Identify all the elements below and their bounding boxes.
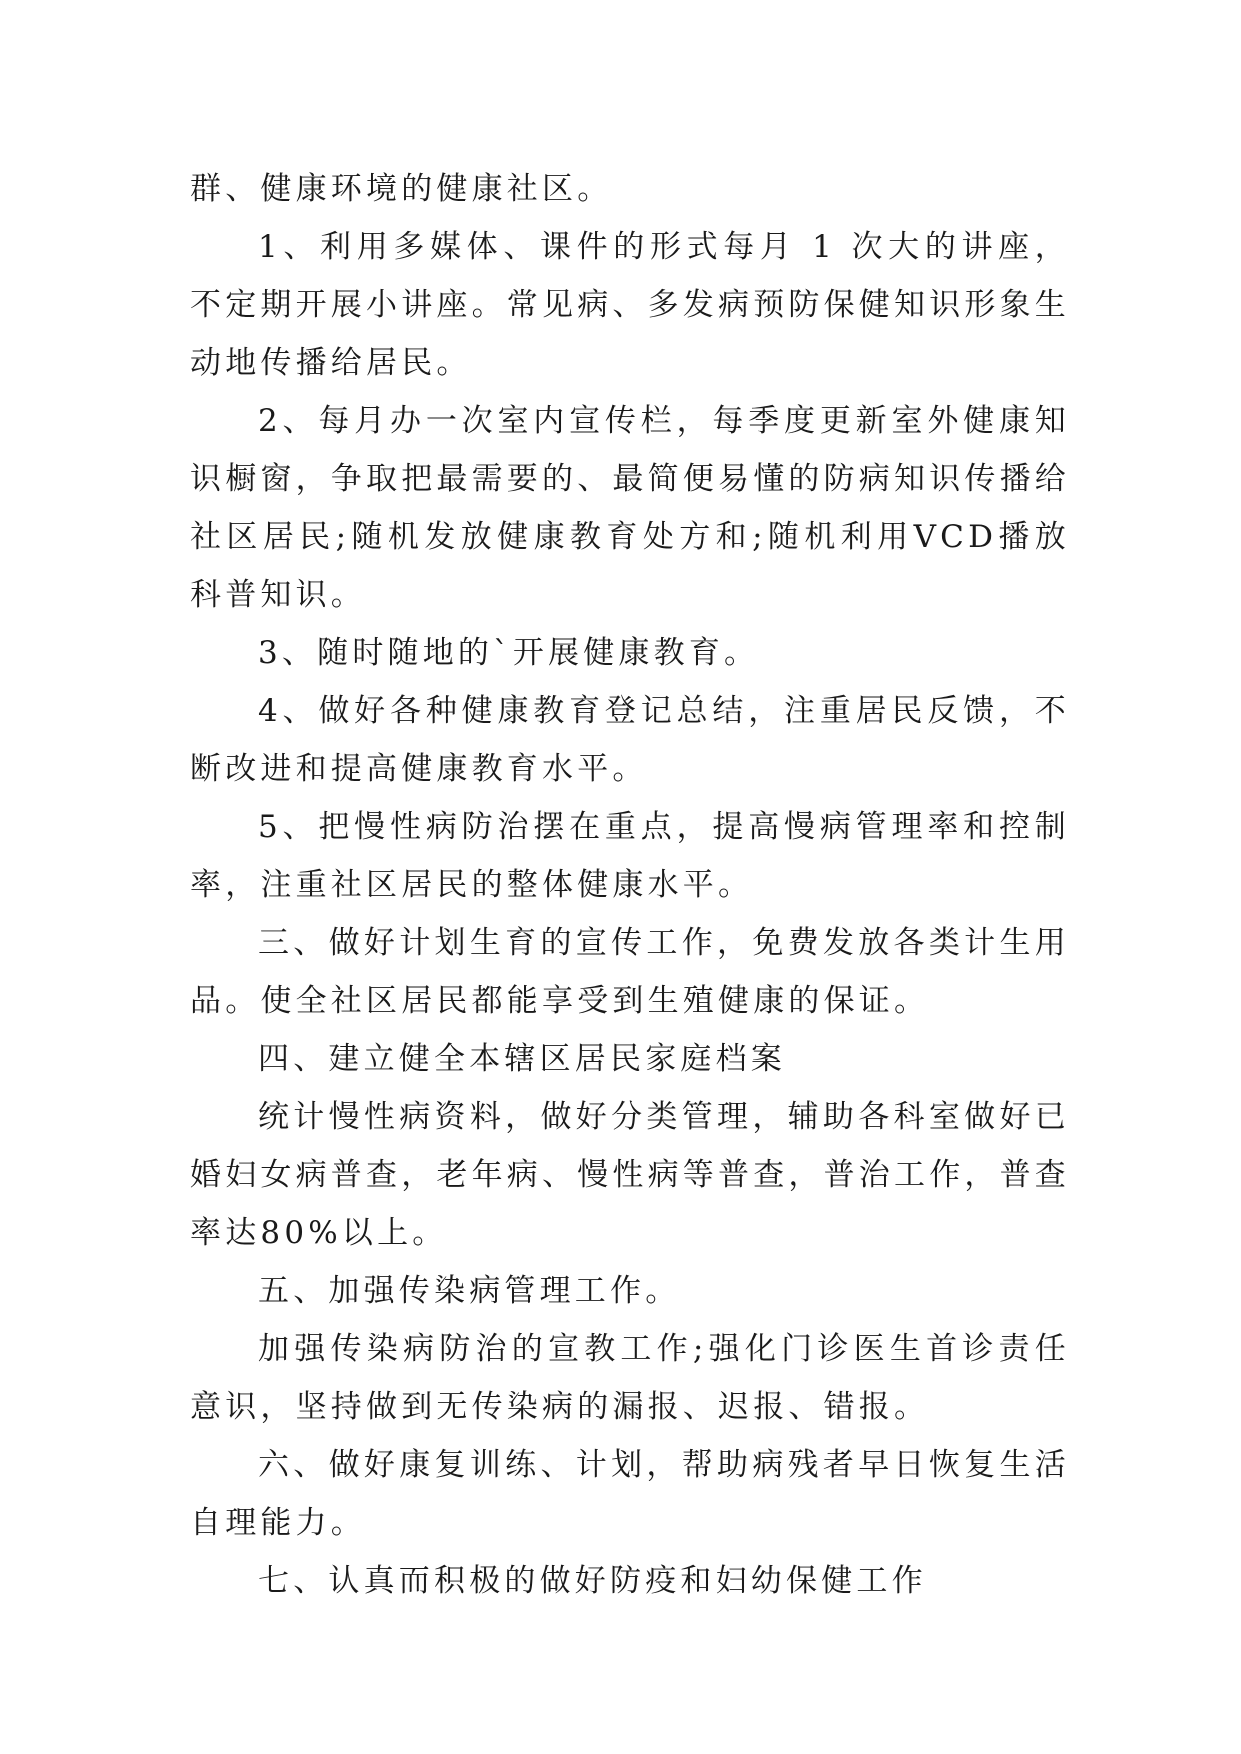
paragraph-item-5: 5、把慢性病防治摆在重点，提高慢病管理率和控制率，注重社区居民的整体健康水平。	[190, 809, 1070, 903]
paragraph-item-2: 2、每月办一次室内宣传栏，每季度更新室外健康知识橱窗，争取把最需要的、最简便易懂的防病知识传播给社区居民;随机发放健康教育处方和;随机利用VCD播放科普知识。	[190, 403, 1070, 613]
paragraph-item-4: 4、做好各种健康教育登记总结，注重居民反馈，不断改进和提高健康教育水平。	[190, 693, 1070, 787]
section-five-heading: 五、加强传染病管理工作。	[258, 1273, 681, 1309]
paragraph-item-3: 3、随时随地的`开展健康教育。	[258, 635, 760, 671]
section-three-paragraph: 三、做好计划生育的宣传工作，免费发放各类计生用品。使全社区居民都能享受到生殖健康的保证。	[190, 925, 1070, 1019]
section-seven-heading: 七、认真而积极的做好防疫和妇幼保健工作	[258, 1563, 927, 1599]
document-page	[190, 160, 1070, 1610]
section-four-paragraph: 统计慢性病资料，做好分类管理，辅助各科室做好已婚妇女病普查，老年病、慢性病等普查，普治工作，普查率达80%以上。	[190, 1099, 1070, 1251]
section-five-paragraph: 加强传染病防治的宣教工作;强化门诊医生首诊责任意识，坚持做到无传染病的漏报、迟报、错报。	[190, 1331, 1070, 1425]
section-four-heading: 四、建立健全本辖区居民家庭档案	[258, 1041, 786, 1077]
section-six-paragraph: 六、做好康复训练、计划，帮助病残者早日恢复生活自理能力。	[190, 1447, 1070, 1541]
paragraph-continuation: 群、健康环境的健康社区。	[190, 171, 613, 207]
paragraph-item-1: 1、利用多媒体、课件的形式每月 1 次大的讲座，不定期开展小讲座。常见病、多发病预防保健知识形象生动地传播给居民。	[190, 229, 1070, 381]
